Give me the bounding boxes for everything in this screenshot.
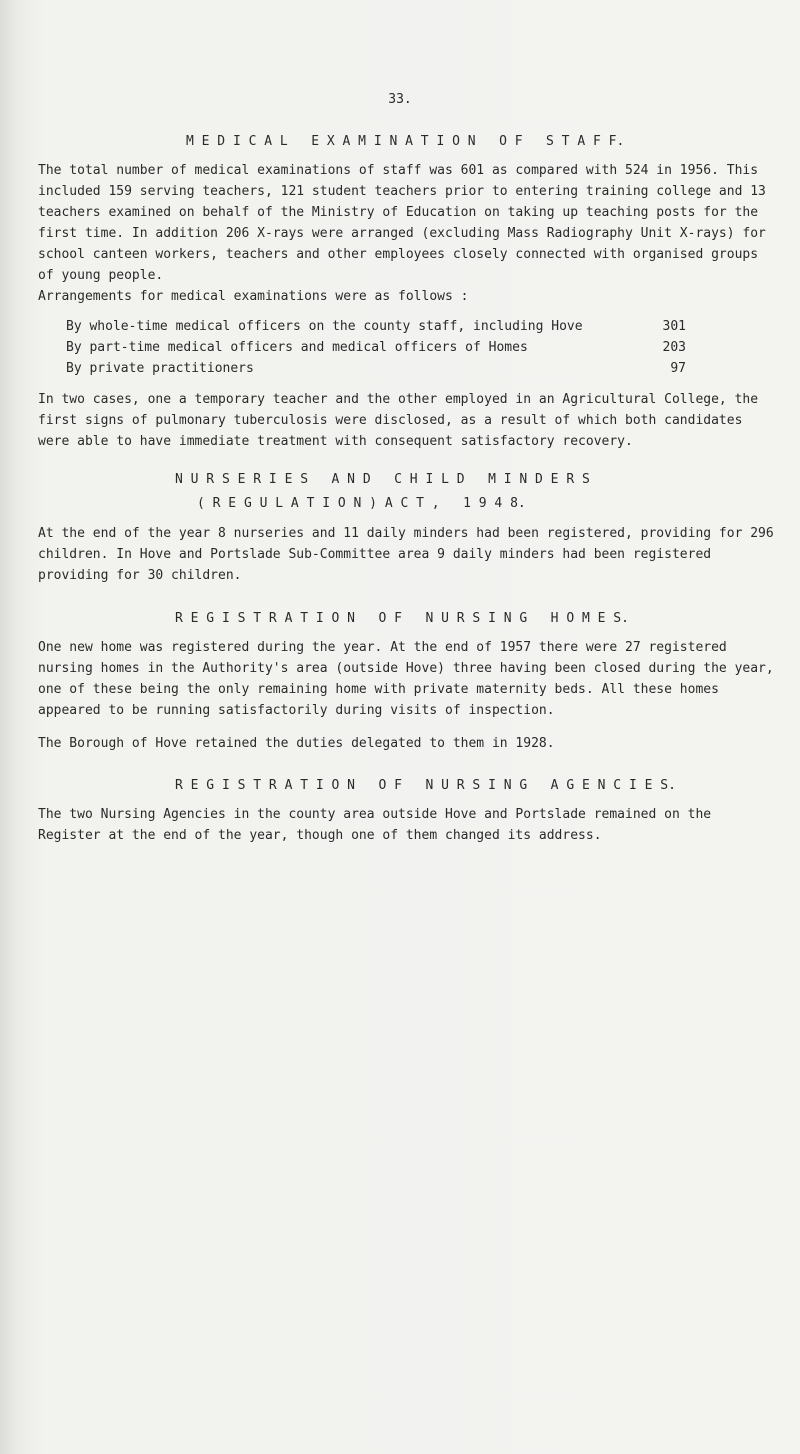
paragraph-arrangements-intro: Arrangements for medical examinations were as follows : — [38, 289, 469, 304]
section-heading-nursing-agencies: R E G I S T R A T I O N O F N U R S I N G A G E N C I E S. — [175, 778, 676, 793]
arrangement-value: 97 — [670, 361, 686, 376]
arrangement-label: By whole-time medical officers on the county staff, including Hove — [66, 319, 583, 334]
arrangement-label: By part-time medical officers and medical officers of Homes — [66, 340, 528, 355]
arrangement-row — [66, 358, 686, 379]
page-number: 33. — [388, 92, 412, 107]
arrangement-value: 301 — [662, 319, 686, 334]
section-heading-medical-examination: M E D I C A L E X A M I N A T I O N O F S T A F F. — [186, 134, 625, 149]
paragraph-nursing-homes: One new home was registered during the year. At the end of 1957 there were 27 registered nursing homes in the Authority's area (outside Hove) three having been closed during the year, one of these being the only remaining home with private maternity beds. All these homes appeared to be running satisfactorily during visits of inspection. — [38, 640, 774, 718]
paragraph-nursing-agencies: The two Nursing Agencies in the county area outside Hove and Portslade remained on the Register at the end of the year, though one of them changed its address. — [38, 807, 712, 843]
arrangement-label: By private practitioners — [66, 361, 254, 376]
section-heading-nurseries-act: ( R E G U L A T I O N ) A C T , 1 9 4 8. — [197, 496, 526, 511]
arrangement-value: 203 — [662, 340, 686, 355]
paragraph-nurseries: At the end of the year 8 nurseries and 11 daily minders had been registered, providing for 296 children. In Hove and Portslade Sub-Committee area 9 daily minders had been registered providing for 30 children. — [38, 526, 774, 583]
arrangement-row — [66, 337, 686, 358]
section-heading-nurseries: N U R S E R I E S A N D C H I L D M I N D E R S — [175, 472, 590, 487]
paragraph-hove-borough: The Borough of Hove retained the duties delegated to them in 1928. — [38, 736, 555, 751]
paragraph-tuberculosis-cases: In two cases, one a temporary teacher and the other employed in an Agricultural College, the first signs of pulmonary tuberculosis were disclosed, as a result of which both candidates were able to have immediate treatment with consequent satisfactory recovery. — [38, 392, 759, 449]
arrangements-list — [66, 316, 686, 379]
arrangement-row — [66, 316, 686, 337]
paragraph-medical-totals: The total number of medical examinations of staff was 601 as compared with 524 in 1956. This included 159 serving teachers, 121 student teachers prior to entering training college and 13 teachers examined on behalf of the Ministry of Education on taking up teaching posts for the first time. In addition 206 X-rays were arranged (excluding Mass Radiography Unit X-rays) for school canteen workers, teachers and other employees closely connected with organised groups of young people. — [38, 163, 766, 283]
section-heading-nursing-homes: R E G I S T R A T I O N O F N U R S I N G H O M E S. — [175, 611, 629, 626]
